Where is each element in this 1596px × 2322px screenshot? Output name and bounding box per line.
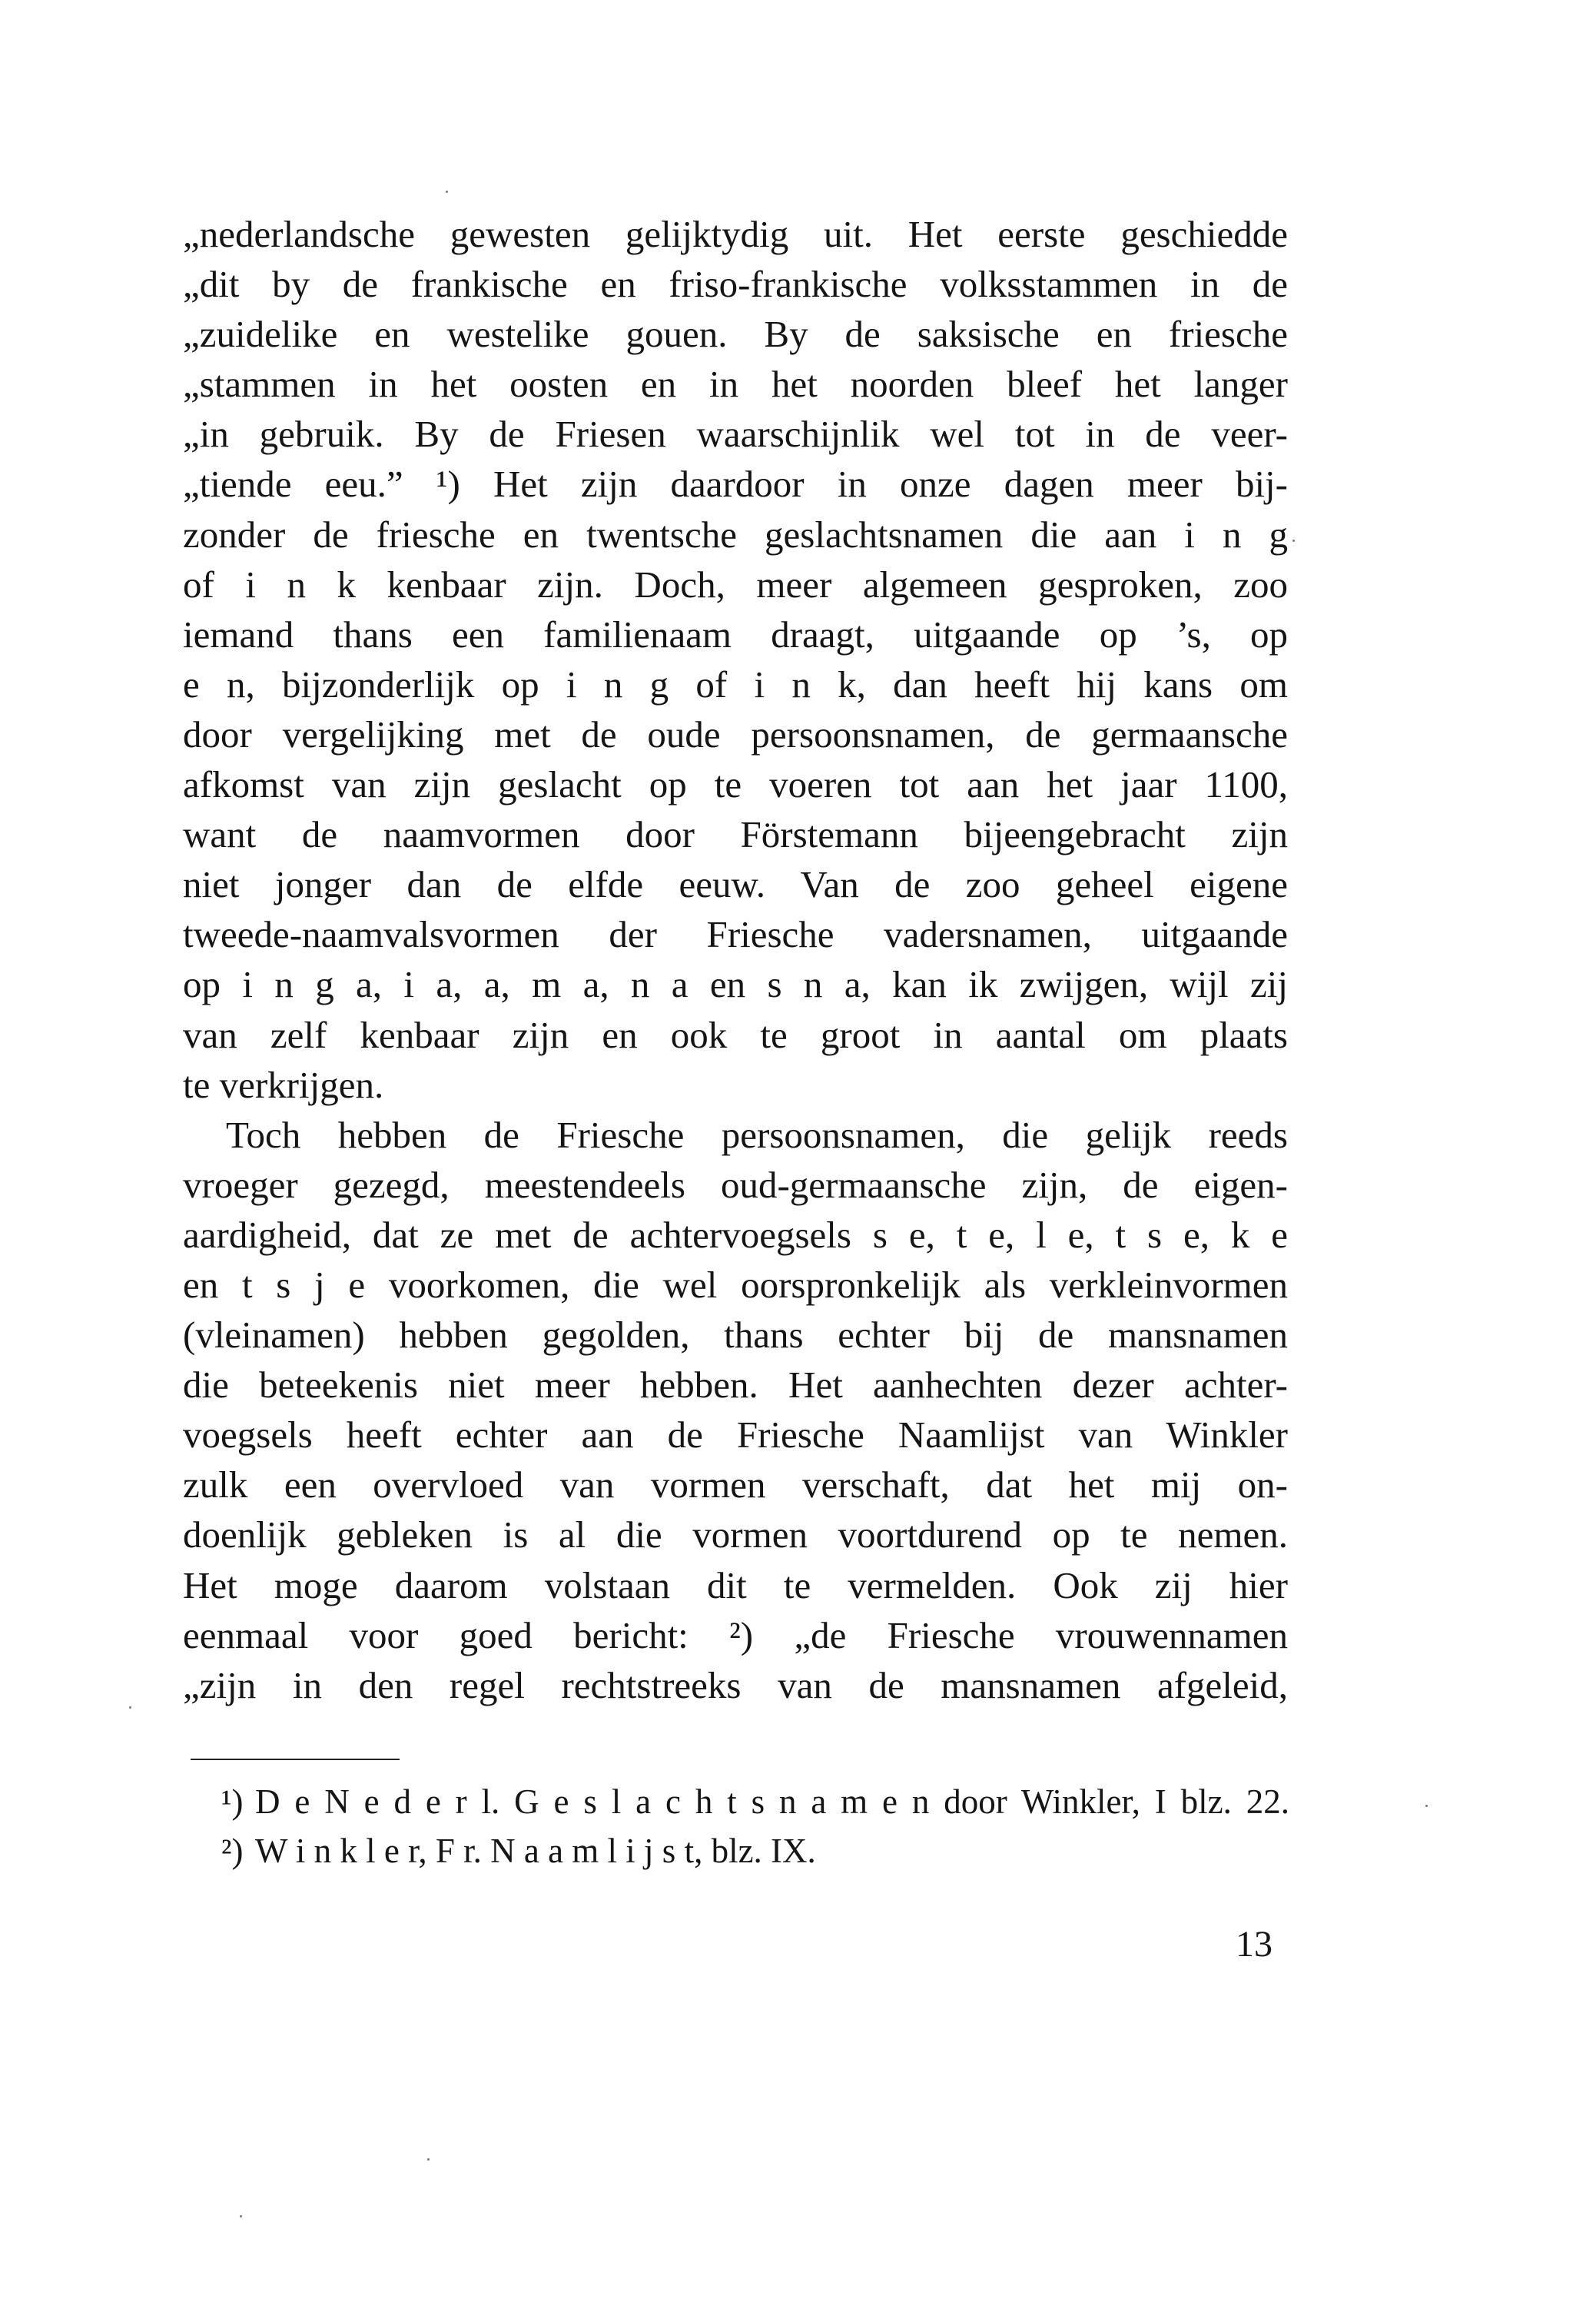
text-line: zonder de friesche en twentsche geslachtsnamen die aan i n g bbox=[183, 513, 1288, 556]
text-line: te verkrijgen. bbox=[183, 1063, 384, 1106]
text-line: want de naamvormen door Förstemann bijeengebracht zijn bbox=[183, 813, 1288, 856]
text-line: e n, bijzonderlijk op i n g of i n k, dan heeft hij kans om bbox=[183, 663, 1288, 706]
footnote-text: D e N e d e r l. G e s l a c h t s n a m e n door Winkler, I blz. 22. bbox=[255, 1782, 1289, 1821]
scan-speck bbox=[129, 1706, 131, 1709]
page-number: 13 bbox=[1236, 1924, 1272, 1965]
footnote-mark: ¹) bbox=[221, 1782, 244, 1821]
text-line: afkomst van zijn geslacht op te voeren tot aan het jaar 1100, bbox=[183, 763, 1288, 806]
text-line: vroeger gezegd, meestendeels oud-germaansche zijn, de eigen- bbox=[183, 1163, 1288, 1206]
text-line: niet jonger dan de elfde eeuw. Van de zoo geheel eigene bbox=[183, 863, 1288, 906]
text-line: van zelf kenbaar zijn en ook te groot in aantal om plaats bbox=[183, 1013, 1288, 1056]
text-line: die beteekenis niet meer hebben. Het aanhechten dezer achter- bbox=[183, 1364, 1288, 1407]
footnote-text: W i n k l e r, F r. N a a m l i j s t, blz. IX. bbox=[255, 1832, 816, 1870]
text-line: of i n k kenbaar zijn. Doch, meer algemeen gesproken, zoo bbox=[183, 563, 1288, 606]
text-line: „in gebruik. By de Friesen waarschijnlik wel tot in de veer- bbox=[183, 413, 1288, 456]
scan-speck bbox=[240, 2215, 242, 2217]
text-line: „tiende eeu.” ¹) Het zijn daardoor in onze dagen meer bij- bbox=[183, 463, 1288, 506]
text-line: „zuidelike en westelike gouen. By de saksische en friesche bbox=[183, 313, 1288, 356]
scan-speck bbox=[1292, 540, 1295, 542]
scan-speck bbox=[446, 191, 448, 193]
text-line: iemand thans een familienaam draagt, uitgaande op ’s, op bbox=[183, 613, 1288, 656]
text-line: „nederlandsche gewesten gelijktydig uit. Het eerste geschiedde bbox=[183, 213, 1288, 255]
body-text bbox=[183, 209, 1288, 1710]
text-line: „zijn in den regel rechtstreeks van de mansnamen afgeleid, bbox=[183, 1663, 1288, 1706]
footnote-1 bbox=[221, 1777, 1289, 1826]
footnote-divider bbox=[191, 1759, 400, 1760]
footnote-mark: ²) bbox=[221, 1832, 244, 1870]
text-line: „stammen in het oosten en in het noorden bleef het langer bbox=[183, 363, 1288, 406]
text-line: aardigheid, dat ze met de achtervoegsels s e, t e, l e, t s e, k e bbox=[183, 1213, 1288, 1256]
scan-speck bbox=[1425, 1805, 1428, 1807]
text-line: eenmaal voor goed bericht: ²) „de Friesche vrouwennamen bbox=[183, 1613, 1288, 1656]
text-line: „dit by de frankische en friso-frankische volksstammen in de bbox=[183, 263, 1288, 306]
text-line: doenlijk gebleken is al die vormen voortdurend op te nemen. bbox=[183, 1513, 1288, 1556]
paragraph-start-line: Toch hebben de Friesche persoonsnamen, die gelijk reeds bbox=[226, 1113, 1288, 1156]
text-line: door vergelijking met de oude persoonsnamen, de germaansche bbox=[183, 713, 1288, 756]
footnote-2 bbox=[221, 1826, 1289, 1875]
text-line: (vleinamen) hebben gegolden, thans echter bij de mansnamen bbox=[183, 1314, 1288, 1357]
scan-speck bbox=[427, 2158, 430, 2161]
text-line: voegsels heeft echter aan de Friesche Naamlijst van Winkler bbox=[183, 1413, 1288, 1457]
text-line: op i n g a, i a, a, m a, n a en s n a, kan ik zwijgen, wijl zij bbox=[183, 963, 1288, 1006]
text-line: zulk een overvloed van vormen verschaft, dat het mij on- bbox=[183, 1463, 1288, 1506]
footnotes bbox=[221, 1777, 1289, 1875]
text-line: Het moge daarom volstaan dit te vermelden. Ook zij hier bbox=[183, 1563, 1288, 1606]
text-line: tweede-naamvalsvormen der Friesche vadersnamen, uitgaande bbox=[183, 913, 1288, 956]
text-line: en t s j e voorkomen, die wel oorspronkelijk als verkleinvormen bbox=[183, 1263, 1288, 1306]
